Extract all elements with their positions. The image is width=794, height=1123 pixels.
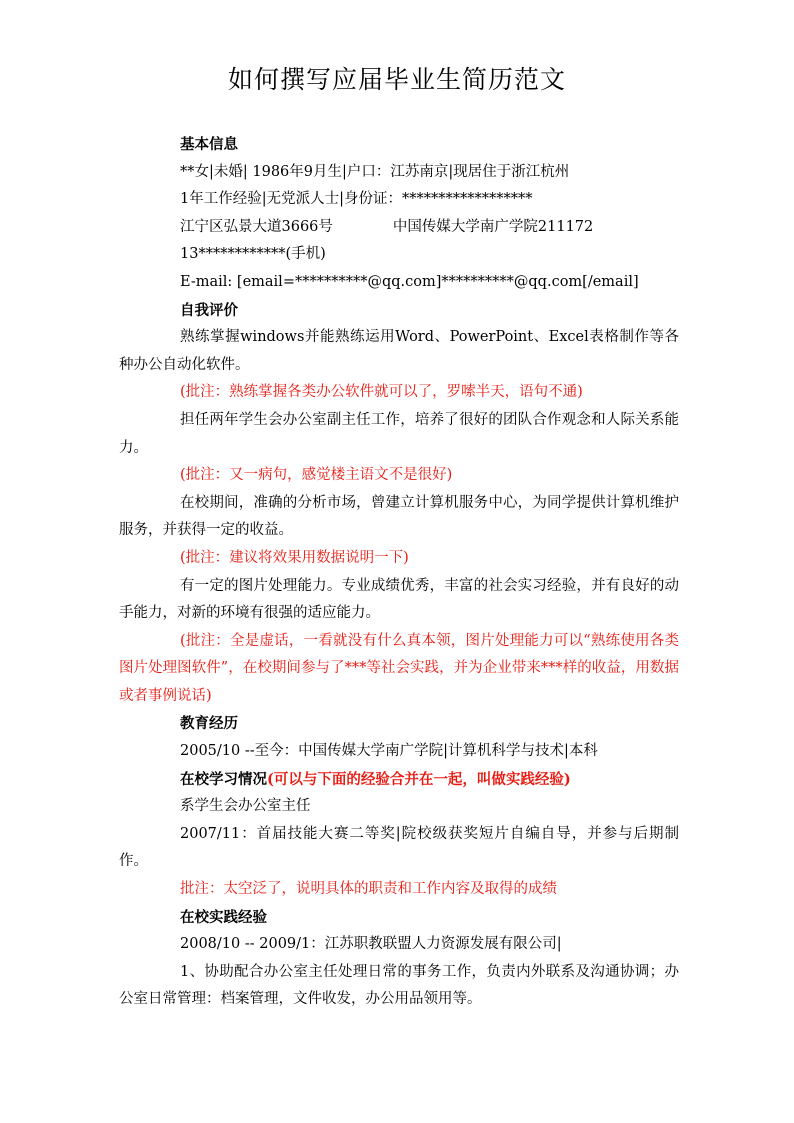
comment-1: (批注：熟练掌握各类办公软件就可以了，罗嗦半天，语句不通): [180, 384, 583, 401]
section-heading-self-evaluation: 自我评价: [180, 301, 238, 319]
comment-4: (批注：全是虚话，一看就没有什么真本领，图片处理能力可以“熟练使用各类图片处理图软件”，在校期间参与了***等社会实践，并为企业带来***样的收益，用数据或者事例说话): [119, 632, 679, 704]
basic-info-line-2: 1年工作经验|无党派人士|身份证：******************: [180, 191, 533, 208]
address-line: [119, 214, 679, 242]
practice-paragraph-1: 1、协助配合办公室主任处理日常的事务工作，负责内外联系及沟通协调；办公室日常管理：档案管理，文件收发，办公用品领用等。: [119, 963, 679, 1008]
school-postal-code: 中国传媒大学南广学院211172: [392, 218, 594, 235]
self-eval-paragraph-1: 熟练掌握windows并能熟练运用Word、PowerPoint、Excel表格制作等各种办公自动化软件。: [119, 329, 679, 373]
phone-line: 13************(手机): [180, 246, 326, 263]
award-paragraph: 2007/11：首届技能大赛二等奖|院校级获奖短片自编自导，并参与后期制作。: [119, 825, 679, 870]
study-heading-comment: (可以与下面的经验合并在一起，叫做实践经验): [267, 770, 571, 788]
student-role-line: 系学生会办公室主任: [180, 798, 311, 815]
comment-3: (批注：建议将效果用数据说明一下): [180, 549, 409, 566]
section-heading-practice: 在校实践经验: [180, 908, 267, 926]
section-heading-basic-info: 基本信息: [180, 136, 238, 153]
address: 江宁区弘景大道3666号: [180, 218, 333, 235]
self-eval-paragraph-4: 有一定的图片处理能力。专业成绩优秀，丰富的社会实习经验，并有良好的动手能力，对新的环境有很强的适应能力。: [119, 577, 679, 622]
self-eval-paragraph-3: 在校期间，准确的分析市场，曾建立计算机服务中心，为同学提供计算机维护服务，并获得一定的收益。: [119, 494, 679, 539]
section-heading-education: 教育经历: [180, 715, 238, 733]
resume-body: [119, 131, 679, 1014]
comment-2: (批注：又一病句，感觉楼主语文不是很好): [180, 467, 453, 484]
basic-info-line-1: **女|未婚| 1986年9月生|户口：江苏南京|现居住于浙江杭州: [180, 163, 570, 180]
section-heading-study: [119, 766, 679, 794]
comment-5: 批注：太空泛了，说明具体的职责和工作内容及取得的成绩: [180, 881, 557, 898]
practice-period-line: 2008/10 -- 2009/1：江苏职教联盟人力资源发展有限公司|: [180, 936, 562, 953]
email-line: E-mail: [email=**********@qq.com]**********@qq.com[/email]: [180, 273, 639, 290]
self-eval-paragraph-2: 担任两年学生会办公室副主任工作，培养了很好的团队合作观念和人际关系能力。: [119, 411, 679, 456]
study-heading-text: 在校学习情况: [180, 770, 267, 788]
education-line: 2005/10 --至今：中国传媒大学南广学院|计算机科学与技术|本科: [180, 743, 598, 760]
document-title: 如何撰写应届毕业生简历范文: [227, 65, 566, 94]
